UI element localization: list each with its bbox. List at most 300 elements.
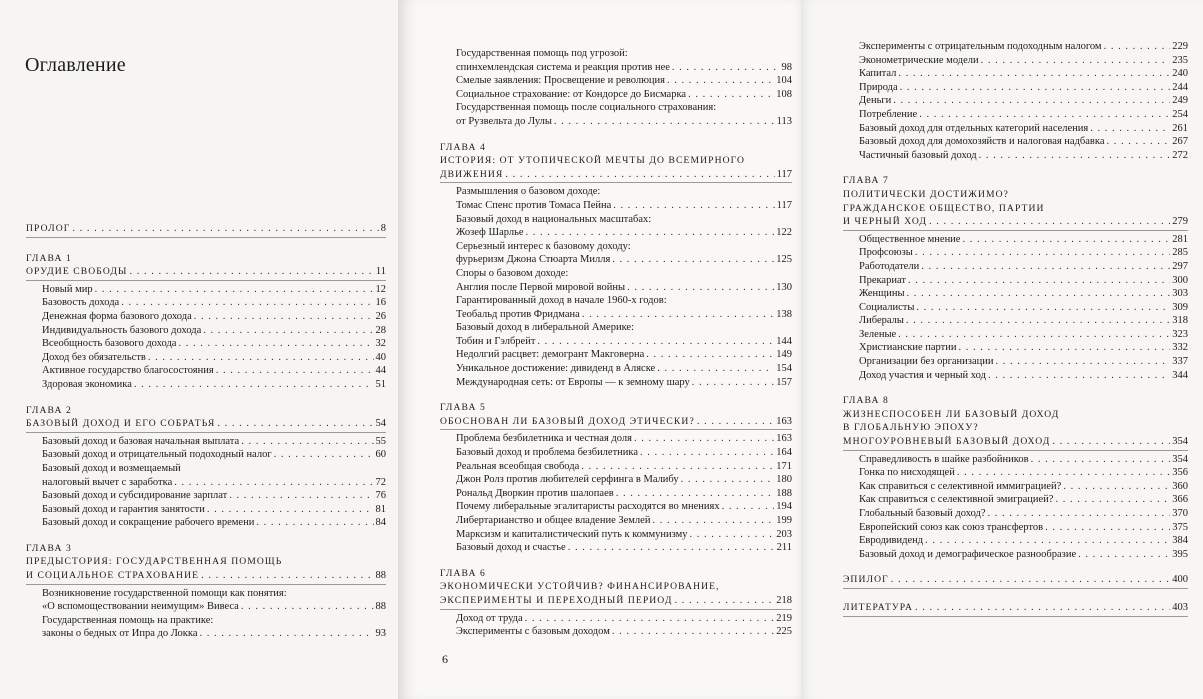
chapter-title: ДВИЖЕНИЯ xyxy=(440,168,504,180)
toc-entry-line: Государственная помощь на практике: xyxy=(42,614,214,626)
entry-title: Работодатели xyxy=(859,260,920,272)
dot-leader xyxy=(919,108,1170,122)
toc-entry-epilogue[interactable] xyxy=(843,573,1188,587)
entry-title: Уникальное достижение: дивиденд в Аляске xyxy=(456,363,656,375)
dot-leader xyxy=(537,335,774,349)
dot-leader xyxy=(582,308,774,322)
dot-leader xyxy=(690,528,775,542)
chapter-heading[interactable] xyxy=(26,265,386,279)
toc-entry[interactable] xyxy=(440,362,792,376)
dot-leader xyxy=(203,324,373,338)
toc-entry[interactable] xyxy=(843,149,1188,163)
toc-entry[interactable] xyxy=(843,534,1188,548)
toc-entry[interactable] xyxy=(843,81,1188,95)
entry-title: Томас Спенс против Томаса Пейна xyxy=(456,199,612,211)
toc-entry[interactable] xyxy=(440,625,792,639)
toc-entry[interactable] xyxy=(26,503,386,517)
entry-title: Денежная форма базового дохода xyxy=(42,310,192,322)
entry-page: 244 xyxy=(1172,81,1188,93)
toc-entry-line: Базовый доход и возмещаемый xyxy=(42,462,181,474)
toc-entry[interactable] xyxy=(843,328,1188,342)
chapter-label: ГЛАВА 7 xyxy=(843,175,889,187)
chapter-title-line: ПОЛИТИЧЕСКИ ДОСТИЖИМО? xyxy=(843,188,1010,200)
entry-page: 267 xyxy=(1172,136,1188,148)
entry-page: 261 xyxy=(1172,122,1188,134)
toc-entry[interactable] xyxy=(26,310,386,324)
ch2-entries xyxy=(26,435,386,530)
entry-page: 130 xyxy=(776,281,792,293)
dot-leader xyxy=(722,500,775,514)
entry-title: Эконометрические модели xyxy=(859,54,979,66)
toc-entry[interactable] xyxy=(843,260,1188,274)
toc-entry[interactable] xyxy=(440,253,792,267)
toc-entry[interactable] xyxy=(440,432,792,446)
divider xyxy=(843,616,1188,617)
entry-page: 72 xyxy=(375,476,386,488)
entry-title: Международная сеть: от Европы — к земному шару xyxy=(456,376,690,388)
dot-leader xyxy=(958,341,1170,355)
toc-entry[interactable] xyxy=(843,507,1188,521)
dot-leader xyxy=(627,281,774,295)
toc-entry[interactable] xyxy=(440,612,792,626)
ch3-entries xyxy=(26,587,386,641)
dot-leader xyxy=(906,314,1170,328)
entry-page: 297 xyxy=(1172,260,1188,272)
dot-leader xyxy=(613,199,774,213)
chapter-heading[interactable] xyxy=(440,415,792,429)
dot-leader xyxy=(672,61,780,75)
entry-page: 88 xyxy=(375,601,386,613)
toc-entry[interactable] xyxy=(440,500,792,514)
chapter-title: ЭКСПЕРИМЕНТЫ И ПЕРЕХОДНЫЙ ПЕРИОД xyxy=(440,594,673,606)
toc-entry[interactable] xyxy=(843,480,1188,494)
toc-entry[interactable] xyxy=(843,355,1188,369)
dot-leader xyxy=(148,351,374,365)
toc-entry[interactable] xyxy=(26,448,386,462)
chapter-title-line: ЖИЗНЕСПОСОБЕН ЛИ БАЗОВЫЙ ДОХОД xyxy=(843,408,1060,420)
entry-title: Евродивиденд xyxy=(859,535,924,547)
entry-title: Англия после Первой мировой войны xyxy=(456,281,626,293)
toc-entry-line: Государственная помощь под угрозой: xyxy=(456,48,628,59)
entry-title: Деньги xyxy=(859,95,892,107)
entry-page: 211 xyxy=(776,542,792,554)
toc-entry[interactable] xyxy=(26,476,386,490)
toc-column-3 xyxy=(843,40,1188,619)
dot-leader xyxy=(988,507,1171,521)
entry-title: Базовый доход и демографическое разнообразие xyxy=(859,548,1077,560)
dot-leader xyxy=(95,283,374,297)
entry-page: 93 xyxy=(375,628,386,640)
entry-title: Либертарианство и общее владение Землей xyxy=(456,515,651,526)
dot-leader xyxy=(898,328,1170,342)
chapter-label: ГЛАВА 2 xyxy=(26,404,72,416)
entry-title: Базовый доход и счастье xyxy=(456,542,566,554)
entry-page: 125 xyxy=(776,254,792,266)
entry-title: Проблема безбилетника и честная доля xyxy=(456,433,632,445)
toc-entry[interactable] xyxy=(26,600,386,614)
entry-page: 11 xyxy=(375,266,386,278)
dot-leader xyxy=(174,476,373,490)
dot-leader xyxy=(640,446,774,460)
dot-leader xyxy=(241,600,374,614)
entry-page: 144 xyxy=(776,335,792,347)
entry-page: 400 xyxy=(1172,574,1188,586)
toc-entry[interactable] xyxy=(843,314,1188,328)
toc-entry[interactable] xyxy=(843,301,1188,315)
entry-page: 113 xyxy=(776,115,792,127)
divider xyxy=(26,584,386,585)
entry-title: Базовый доход и гарантия занятости xyxy=(42,503,205,515)
entry-title: Базовый доход для отдельных категорий населения xyxy=(859,122,1089,134)
right-page xyxy=(801,0,1203,699)
entry-page: 354 xyxy=(1172,436,1188,448)
entry-title: Европейский союз как союз трансфертов xyxy=(859,521,1044,533)
divider xyxy=(26,280,386,281)
toc-entry-line: Споры о базовом доходе: xyxy=(456,267,569,279)
dot-leader xyxy=(988,369,1170,383)
toc-entry[interactable] xyxy=(440,115,792,129)
entry-title: Смелые заявления: Просвещение и революция xyxy=(456,75,665,87)
toc-entry[interactable] xyxy=(26,435,386,449)
entry-page: 8 xyxy=(380,223,386,234)
chapter-heading[interactable] xyxy=(440,168,792,182)
entry-page: 26 xyxy=(375,310,386,322)
entry-page: 149 xyxy=(776,349,792,361)
toc-entry[interactable] xyxy=(843,246,1188,260)
chapter-title-line: ГРАЖДАНСКОЕ ОБЩЕСТВО, ПАРТИИ xyxy=(843,202,1045,214)
entry-page: 249 xyxy=(1172,95,1188,107)
ch3-entries-continued xyxy=(440,47,792,129)
dot-leader xyxy=(612,253,774,267)
toc-entry[interactable] xyxy=(843,341,1188,355)
entry-title: Женщины xyxy=(859,288,905,300)
entry-page: 403 xyxy=(1172,601,1188,613)
toc-entry[interactable] xyxy=(843,287,1188,301)
entry-title: Всеобщность базового дохода xyxy=(42,338,177,350)
entry-title: Как справиться с селективной эмиграцией? xyxy=(859,494,1054,506)
chapter-heading[interactable] xyxy=(26,417,386,431)
entry-title: Природа xyxy=(859,81,898,93)
entry-page: 122 xyxy=(776,227,792,239)
ch5-entries xyxy=(440,432,792,554)
entry-page: 300 xyxy=(1172,274,1188,286)
entry-title: Организации без организации xyxy=(859,356,994,368)
toc-entry-line: Гарантированный доход в начале 1960-х годов: xyxy=(456,295,667,307)
entry-page: 344 xyxy=(1172,369,1188,381)
divider xyxy=(440,609,792,610)
entry-page: 199 xyxy=(776,515,792,526)
dot-leader xyxy=(612,625,774,639)
entry-title: налоговый вычет с заработка xyxy=(42,476,173,488)
toc-entry-line: Государственная помощь после социального страхования: xyxy=(456,102,717,114)
dot-leader xyxy=(616,487,775,501)
entry-title: Базовый доход и проблема безбилетника xyxy=(456,447,639,459)
toc-entry[interactable] xyxy=(843,548,1188,562)
entry-page: 44 xyxy=(375,365,386,377)
toc-entry[interactable] xyxy=(440,61,792,75)
dot-leader xyxy=(1104,40,1171,54)
toc-entry[interactable] xyxy=(440,376,792,390)
dot-leader xyxy=(1045,521,1170,535)
chapter-label: ГЛАВА 1 xyxy=(26,252,72,264)
toc-entry[interactable] xyxy=(440,281,792,295)
toc-entry[interactable] xyxy=(26,324,386,338)
dot-leader xyxy=(962,233,1170,247)
entry-title: ПРОЛОГ xyxy=(26,223,71,234)
chapter-heading[interactable] xyxy=(26,569,386,583)
dot-leader xyxy=(134,378,374,392)
dot-leader xyxy=(194,310,374,324)
entry-page: 303 xyxy=(1172,288,1188,300)
entry-page: 60 xyxy=(375,449,386,461)
toc-entry-line: Размышления о базовом доходе: xyxy=(456,186,601,198)
toc-entry[interactable] xyxy=(843,466,1188,480)
middle-page xyxy=(398,0,801,699)
dot-leader xyxy=(216,364,374,378)
toc-entry[interactable] xyxy=(26,627,386,641)
toc-entry[interactable] xyxy=(26,489,386,503)
entry-title: ЭПИЛОГ xyxy=(843,574,889,586)
toc-entry[interactable] xyxy=(843,40,1188,54)
toc-entry[interactable] xyxy=(26,337,386,351)
entry-title: от Рузвельта до Лулы xyxy=(456,115,552,127)
entry-title: Социальное страхование: от Кондорсе до Бисмарка xyxy=(456,88,687,100)
entry-title: Доход от труда xyxy=(456,612,523,624)
dot-leader xyxy=(241,435,373,449)
entry-page: 54 xyxy=(375,418,386,430)
toc-title: Оглавление xyxy=(25,54,126,76)
entry-page: 138 xyxy=(776,308,792,320)
entry-page: 84 xyxy=(375,517,386,529)
entry-page: 88 xyxy=(375,570,386,582)
toc-entry[interactable] xyxy=(440,335,792,349)
dot-leader xyxy=(526,226,775,240)
dot-leader xyxy=(256,516,373,530)
toc-entry[interactable] xyxy=(843,521,1188,535)
entry-page: 354 xyxy=(1172,453,1188,465)
toc-entry-line: Серьезный интерес к базовому доходу: xyxy=(456,240,631,252)
entry-title: законы о бедных от Ипра до Локка xyxy=(42,628,198,640)
entry-title: Индивидуальность базового дохода xyxy=(42,324,202,336)
entry-title: Эксперименты с базовым доходом xyxy=(456,626,610,638)
toc-entry[interactable] xyxy=(440,541,792,555)
toc-entry[interactable] xyxy=(440,226,792,240)
chapter-title-line: ИСТОРИЯ: ОТ УТОПИЧЕСКОЙ МЕЧТЫ ДО ВСЕМИРНОГО xyxy=(440,155,746,167)
entry-page: 55 xyxy=(375,435,386,447)
chapter-title-line: ЭКОНОМИЧЕСКИ УСТОЙЧИВ? ФИНАНСИРОВАНИЕ, xyxy=(440,581,720,593)
toc-entry[interactable] xyxy=(843,122,1188,136)
entry-title: Глобальный базовый доход? xyxy=(859,508,986,519)
dot-leader xyxy=(893,94,1170,108)
entry-page: 235 xyxy=(1172,54,1188,66)
entry-page: 163 xyxy=(776,415,792,427)
ch8-entries xyxy=(843,453,1188,562)
toc-entry-prologue[interactable] xyxy=(26,222,386,236)
toc-entry[interactable] xyxy=(843,453,1188,467)
entry-page: 360 xyxy=(1172,480,1188,492)
dot-leader xyxy=(1090,122,1170,136)
chapter-heading[interactable] xyxy=(440,594,792,608)
entry-page: 370 xyxy=(1172,508,1188,519)
entry-title: Базовый доход и отрицательный подоходный налог xyxy=(42,449,272,461)
entry-page: 337 xyxy=(1172,356,1188,368)
toc-entry[interactable] xyxy=(843,369,1188,383)
toc-entry[interactable] xyxy=(843,233,1188,247)
entry-title: Прекариат xyxy=(859,274,906,286)
chapter-title: БАЗОВЫЙ ДОХОД И ЕГО СОБРАТЬЯ xyxy=(26,418,216,430)
dot-leader xyxy=(981,54,1171,68)
chapter-title-line: В ГЛОБАЛЬНУЮ ЭПОХУ? xyxy=(843,422,979,434)
left-page xyxy=(0,0,398,699)
entry-title: Марксизм и капиталистический путь к коммунизму xyxy=(456,528,688,540)
entry-page: 375 xyxy=(1172,521,1188,533)
entry-title: Почему либеральные эгалитаристы расходятся во мнениях xyxy=(456,501,720,513)
dot-leader xyxy=(121,296,373,310)
chapter-heading[interactable] xyxy=(843,435,1188,449)
chapter-label: ГЛАВА 3 xyxy=(26,542,72,554)
divider xyxy=(440,182,792,183)
entry-title: «О вспомоществовании неимущим» Вивеса xyxy=(42,601,239,613)
entry-title: Рональд Дворкин против шалопаев xyxy=(456,487,614,499)
dot-leader xyxy=(652,514,774,528)
chapter-title: ОРУДИЕ СВОБОДЫ xyxy=(26,266,128,278)
entry-title: Джон Ролз против любителей серфинга в Малибу xyxy=(456,474,679,486)
entry-page: 28 xyxy=(375,324,386,336)
toc-entry[interactable] xyxy=(440,528,792,542)
dot-leader xyxy=(525,612,775,626)
toc-entry[interactable] xyxy=(843,135,1188,149)
toc-entry[interactable] xyxy=(843,108,1188,122)
entry-page: 203 xyxy=(776,528,792,540)
dot-leader xyxy=(200,627,374,641)
chapter-label: ГЛАВА 5 xyxy=(440,402,486,414)
toc-entry[interactable] xyxy=(440,460,792,474)
entry-page: 281 xyxy=(1172,233,1188,245)
dot-leader xyxy=(692,376,775,390)
dot-leader xyxy=(915,246,1170,260)
dot-leader xyxy=(681,473,775,487)
divider xyxy=(843,588,1188,589)
entry-title: Базовый доход и сокращение рабочего времени xyxy=(42,517,255,529)
entry-page: 157 xyxy=(776,376,792,388)
chapter-label: ГЛАВА 4 xyxy=(440,141,486,153)
chapter-label: ГЛАВА 8 xyxy=(843,395,889,407)
dot-leader xyxy=(916,301,1170,315)
dot-leader xyxy=(898,67,1170,81)
toc-entry[interactable] xyxy=(440,308,792,322)
entry-page: 163 xyxy=(776,433,792,445)
dot-leader xyxy=(657,362,774,376)
toc-entry[interactable] xyxy=(26,296,386,310)
entry-page: 309 xyxy=(1172,301,1188,313)
entry-page: 218 xyxy=(776,594,792,606)
entry-page: 108 xyxy=(776,88,792,100)
entry-page: 366 xyxy=(1172,494,1188,506)
entry-title: Как справиться с селективной иммиграцией? xyxy=(859,480,1062,492)
dot-leader xyxy=(957,466,1170,480)
ch7-entries xyxy=(843,233,1188,383)
entry-title: Частичный базовый доход xyxy=(859,149,977,161)
entry-title: Жозеф Шарлье xyxy=(456,227,524,239)
toc-entry-literature[interactable] xyxy=(843,601,1188,615)
toc-entry[interactable] xyxy=(26,516,386,530)
dot-leader xyxy=(581,460,774,474)
entry-page: 164 xyxy=(776,447,792,459)
toc-entry[interactable] xyxy=(440,348,792,362)
toc-entry[interactable] xyxy=(843,493,1188,507)
dot-leader xyxy=(274,448,374,462)
dot-leader xyxy=(568,541,775,555)
entry-title: Либералы xyxy=(859,315,904,327)
toc-entry[interactable] xyxy=(440,473,792,487)
entry-title: Здоровая экономика xyxy=(42,378,132,390)
entry-page: 171 xyxy=(776,460,792,472)
toc-entry[interactable] xyxy=(26,351,386,365)
ch1-entries xyxy=(26,283,386,392)
entry-title: Социалисты xyxy=(859,301,915,313)
toc-entry[interactable] xyxy=(843,274,1188,288)
toc-entry[interactable] xyxy=(26,378,386,392)
entry-title: Зеленые xyxy=(859,328,897,340)
entry-title: Капитал xyxy=(859,68,897,80)
entry-title: Базовый доход для домохозяйств и налоговая надбавка xyxy=(859,136,1105,148)
entry-title: Недолгий расцвет: демогрант Макговерна xyxy=(456,349,645,361)
toc-entry[interactable] xyxy=(440,88,792,102)
entry-page: 332 xyxy=(1172,342,1188,354)
divider xyxy=(843,450,1188,451)
dot-leader xyxy=(995,355,1170,369)
dot-leader xyxy=(1107,135,1171,149)
toc-entry[interactable] xyxy=(843,54,1188,68)
entry-page: 279 xyxy=(1172,216,1188,228)
entry-page: 356 xyxy=(1172,467,1188,479)
toc-entry[interactable] xyxy=(440,487,792,501)
entry-page: 285 xyxy=(1172,247,1188,259)
entry-page: 154 xyxy=(776,363,792,375)
toc-entry[interactable] xyxy=(440,74,792,88)
toc-entry-line: Базовый доход в либеральной Америке: xyxy=(456,322,635,334)
toc-entry-line: Возникновение государственной помощи как понятия: xyxy=(42,587,287,599)
entry-title: Теобальд против Фридмана xyxy=(456,308,580,320)
entry-title: фурьеризм Джона Стюарта Милля xyxy=(456,254,611,266)
toc-entry[interactable] xyxy=(440,514,792,528)
dot-leader xyxy=(646,348,774,362)
entry-page: 395 xyxy=(1172,548,1188,560)
toc-column-2 xyxy=(440,47,792,639)
entry-page: 98 xyxy=(781,61,792,73)
toc-entry[interactable] xyxy=(843,67,1188,81)
entry-title: Базовый доход и базовая начальная выплата xyxy=(42,435,240,447)
entry-title: Потребление xyxy=(859,108,918,120)
toc-entry[interactable] xyxy=(26,364,386,378)
toc-entry[interactable] xyxy=(26,283,386,297)
divider xyxy=(843,230,1188,231)
toc-entry[interactable] xyxy=(440,446,792,460)
entry-page: 219 xyxy=(776,612,792,624)
entry-page: 81 xyxy=(375,503,386,515)
dot-leader xyxy=(979,149,1171,163)
entry-title: Христианские партии xyxy=(859,342,957,354)
toc-entry[interactable] xyxy=(440,199,792,213)
entry-page: 240 xyxy=(1172,68,1188,80)
entry-title: Новый мир xyxy=(42,283,93,295)
divider xyxy=(26,432,386,433)
divider xyxy=(440,429,792,430)
toc-entry[interactable] xyxy=(843,94,1188,108)
chapter-heading[interactable] xyxy=(843,215,1188,229)
entry-title: Базовый доход и субсидирование зарплат xyxy=(42,490,228,502)
entry-page: 254 xyxy=(1172,108,1188,120)
